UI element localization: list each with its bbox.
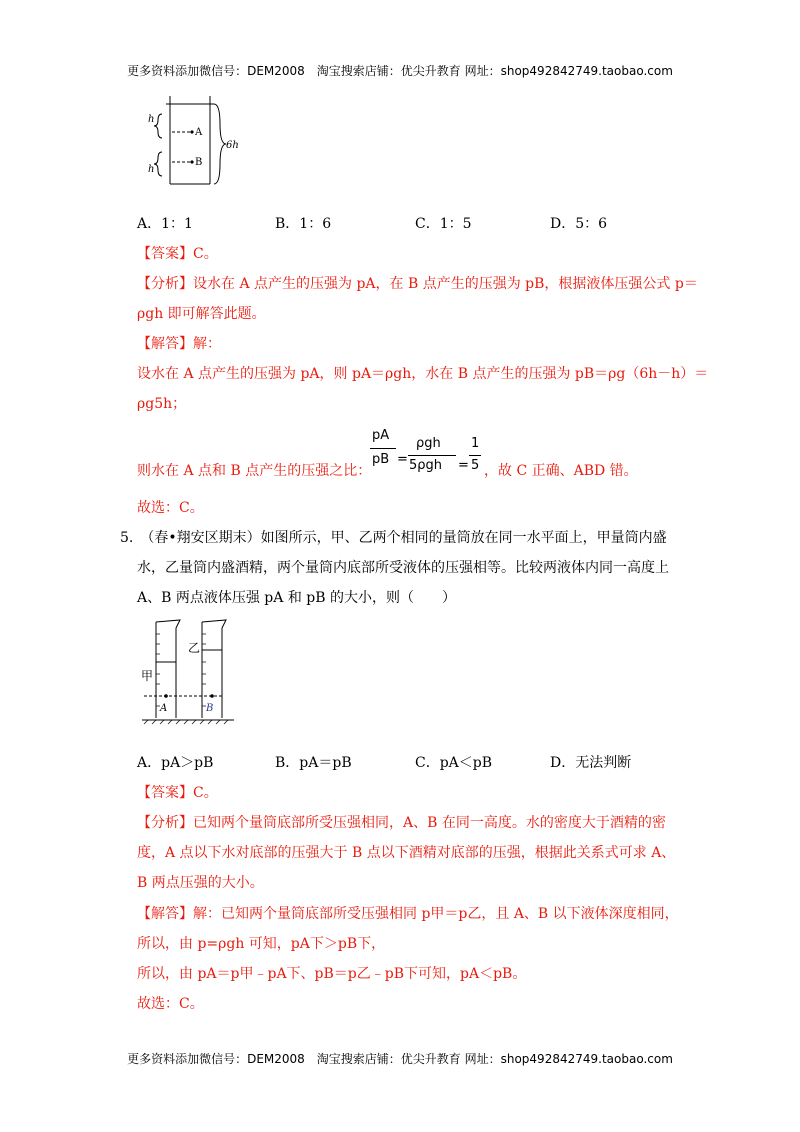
label-6h: 6h xyxy=(226,140,239,151)
page-footer: 更多资料添加微信号：DEM2008 淘宝搜索店铺：优尖升教育 网址：shop492842749.taobao.com xyxy=(127,1052,673,1066)
q5-option-b: B．pA＝pB xyxy=(275,755,352,771)
frac1-numerator: pA xyxy=(372,428,390,443)
q5-option-a: A．pA＞pB xyxy=(137,755,214,771)
q4-option-a: A．1：1 xyxy=(137,216,193,232)
q4-answer: 【答案】C。 xyxy=(137,246,218,262)
beaker-figure-q4 xyxy=(140,92,250,188)
q5-option-d: D．无法判断 xyxy=(550,755,632,771)
label-b: B xyxy=(195,157,203,168)
q5-solution-line1: 【解答】解：已知两个量筒底部所受压强相同 p甲＝p乙，且 A、B 以下液体深度相同， xyxy=(137,906,679,922)
cylinders-figure-q5 xyxy=(140,614,240,726)
frac2-bar xyxy=(408,455,456,456)
frac2-numerator: ρgh xyxy=(416,436,441,451)
q5-choose: 故选：C。 xyxy=(137,996,204,1012)
label-a: A xyxy=(195,127,203,138)
label-b: B xyxy=(206,703,214,714)
q5-analysis-line2: 度，A 点以下水对底部的压强大于 B 点以下酒精对底部的压强，根据此关系式可求 A、 xyxy=(137,845,676,861)
frac3-denominator: 5 xyxy=(471,458,480,473)
frac3-numerator: 1 xyxy=(471,436,480,451)
frac3-bar xyxy=(469,455,481,456)
q4-solution-line1: 设水在 A 点产生的压强为 pA，则 pA＝ρgh，水在 B 点产生的压强为 pB＝ρg（6h－h）＝ xyxy=(137,366,709,382)
q4-option-b: B．1：6 xyxy=(275,216,332,232)
q5-solution-line3: 所以，由 pA＝p甲﹣pA下、pB＝p乙﹣pB下可知，pA＜pB。 xyxy=(137,966,527,982)
q4-solution-line3-post: ，故 C 正确、ABD 错。 xyxy=(484,463,638,479)
frac2-denominator: 5ρgh xyxy=(409,458,443,473)
q5-answer: 【答案】C。 xyxy=(137,785,218,801)
frac1-denominator: pB xyxy=(372,452,390,467)
q4-analysis-line1: 【分析】设水在 A 点产生的压强为 pA，在 B 点产生的压强为 pB，根据液体压强公式 p＝ xyxy=(137,276,698,292)
q5-analysis-line1: 【分析】已知两个量筒底部所受压强相同，A、B 在同一高度。水的密度大于酒精的密 xyxy=(137,815,666,831)
q4-option-d: D．5：6 xyxy=(550,216,608,232)
page-header: 更多资料添加微信号：DEM2008 淘宝搜索店铺：优尖升教育 网址：shop492842749.taobao.com xyxy=(127,64,673,78)
q4-analysis-line2: ρgh 即可解答此题。 xyxy=(137,306,266,322)
q4-choose: 故选：C。 xyxy=(137,500,204,516)
q5-solution-line2: 所以，由 p=ρgh 可知，pA下＞pB下， xyxy=(137,936,386,952)
q4-option-c: C．1：5 xyxy=(415,216,472,232)
label-h-bottom: h xyxy=(148,164,155,175)
q5-stem-line2: 水，乙量筒内盛酒精，两个量筒内底部所受液体的压强相等。比较两液体内同一高度上 xyxy=(137,560,669,576)
equals-2: = xyxy=(458,458,469,473)
label-yi: 乙 xyxy=(188,641,201,655)
label-h-top: h xyxy=(148,114,155,125)
q5-option-c: C．pA＜pB xyxy=(415,755,493,771)
q4-solution-line3-pre: 则水在 A 点和 B 点产生的压强之比： xyxy=(137,463,372,479)
q4-solution-line2: ρg5h； xyxy=(137,396,187,412)
label-jia: 甲 xyxy=(141,669,154,683)
q4-solution-tag: 【解答】解： xyxy=(137,336,221,352)
q5-stem-line3: A、B 两点液体压强 pA 和 pB 的大小，则（ ） xyxy=(137,590,456,606)
label-a: A xyxy=(160,703,168,714)
q5-analysis-line3: B 两点压强的大小。 xyxy=(137,875,264,891)
equals-1: = xyxy=(397,452,408,467)
frac1-bar xyxy=(370,448,396,449)
q5-stem-line1: 5. （春•翔安区期末）如图所示，甲、乙两个相同的量筒放在同一水平面上，甲量筒内盛 xyxy=(120,530,667,546)
